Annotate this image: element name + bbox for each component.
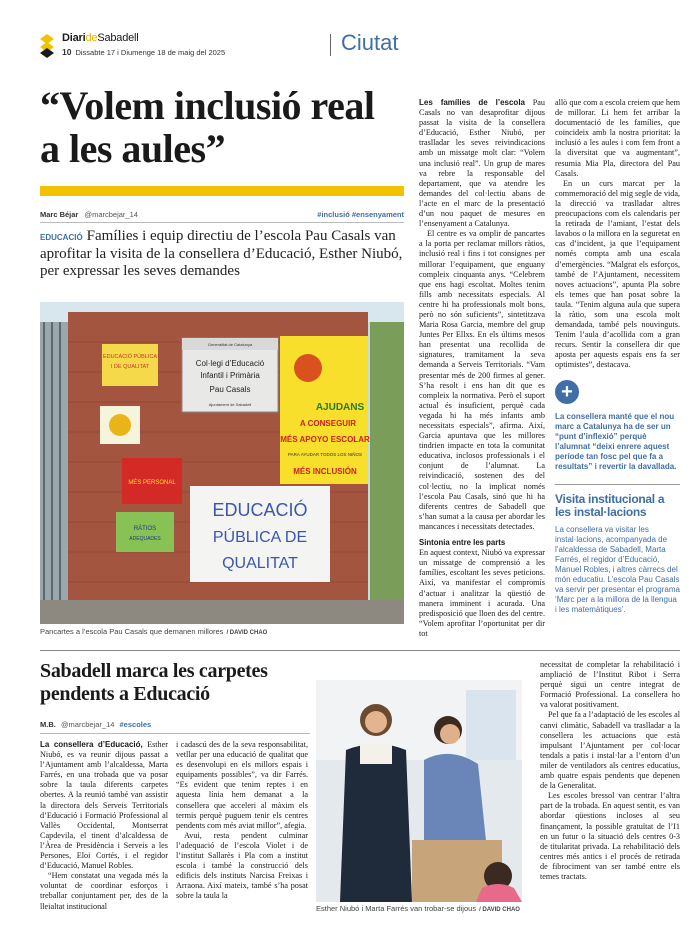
byline-rule [40, 733, 310, 734]
svg-text:Pau Casals: Pau Casals [209, 385, 251, 394]
story1-author: Marc Béjar [40, 210, 79, 219]
story1-column-2 [419, 98, 545, 639]
svg-text:Generalitat de Catalunya: Generalitat de Catalunya [207, 342, 253, 347]
story2-paragraph: La consellera d’Educació, Esther Niubó, es va reunir dijous passat a l’Ajuntament amb l’alcaldessa, Marta Farrés, en una trobada que va posar sobre la taula diferents carpetes obertes. A la reunió també van assistir la directora dels Serveis Territorials d’Educació i Formació Professional al Vallès Occidental, Montserrat Capdevila, el tinent d’alcaldessa de l’Àrea de Presidència i Serveis a les Persones, Eloi Cortés, i el regidor d’Educació, Manuel Robles. [40, 740, 169, 871]
svg-text:QUALITAT: QUALITAT [222, 555, 298, 572]
svg-text:EDUCACIÓ PÚBLICA: EDUCACIÓ PÚBLICA [102, 354, 158, 360]
sign-ratios [116, 512, 174, 552]
story1-subhead: Sintonia entre les parts [419, 538, 506, 548]
story2-column-3 [540, 660, 680, 882]
byline-rule [40, 222, 404, 223]
story2-handle: @marcbejar_14 [60, 720, 115, 729]
story2-paragraph: i cadascú des de la seva responsabilitat, vetllar per una educació de qualitat que es desenvolupi en els millors espais i equipaments possibles”, va dir Farrés. “Es evident que tenim reptes i en aquesta línia hem demanat a la consellera que acceleri al màxim els termis perquè puguem tenir els centres pendents com més aviat millor”, afegia. [176, 740, 308, 830]
story2-paragraph: Les escoles bressol van centrar l’altra part de la trobada. En aquest sentit, es van abordar qüestions incloses al seu finançament, la possible gratuïtat de l’I1 en un futur o la situació dels centres 0-3 de titularitat privada. La rehabilitació dels centres més antics i el procés de retirada de fibrociment van ser també entre els temes tractats. [540, 791, 680, 881]
sidebar-heading: Visita institucional a les instal·lacions [555, 492, 665, 519]
story2-paragraph: necessitat de completar la rehabilitació i ampliació de l’Institut Ribot i Serra perquè sigui un centre integrat de Formació Professional. La consellera ho va valorat positivament. [540, 660, 680, 710]
story1-headline: “Volem inclusió real a les aules” [40, 83, 375, 171]
dateline [62, 47, 225, 57]
section-divider [330, 34, 331, 56]
svg-text:MÉS INCLUSIÓN: MÉS INCLUSIÓN [293, 467, 357, 476]
story2-headline: Sabadell marca les carpetes pendents a Educació [40, 660, 268, 705]
story1-standfirst: EDUCACIÓ Famílies i equip directiu de l’escola Pau Casals van aprofitar la visita de la consellera d’Educació, Esther Niubó, per expressar les seves demandes [40, 228, 403, 279]
sidebar-body: La consellera va visitar les instal·lacions, acompanyada de l’alcaldessa de Sabadell, Marta Farrés, el regidor d’Educació, Manuel Robles, i altres càrrecs del món educatiu. L’escola Pau Casals va servir per presentar el programa ‘Marc per a la millora de la llengua i les matemàtiques’. [555, 525, 680, 614]
pull-quote: La consellera manté que el nou marc a Catalunya ha de ser un “punt d’inflexió” perquè l’alumnat “deixi enrere aquest període tan fosc pel que fa a resultats” i revertir la davallada. [555, 412, 677, 471]
sidebar-rule [555, 484, 680, 485]
story2-column-1 [40, 740, 168, 912]
svg-text:Ajuntament de Sabadell: Ajuntament de Sabadell [208, 402, 252, 407]
story1-kicker: EDUCACIÓ [40, 233, 83, 242]
photo-credit: / DAVID CHAO [479, 907, 520, 913]
sign-ajudans [280, 336, 370, 484]
story2-photo-caption: Esther Niubó i Marta Farrés van trobar-se dijous / DAVID CHAO [316, 904, 520, 913]
svg-text:PÚBLICA DE: PÚBLICA DE [212, 529, 308, 546]
story2-paragraph: Pel que fa a l’adaptació de les escoles al canvi climàtic, Sabadell va traslladar a la consellera les actuacions que està impulsant l’Ajuntament per col·locar tendals a patis i instal·lar a l’entorn d’un miler de ventiladors als centres educatius, amb quatre espais pendents que depenen de la Generalitat. [540, 710, 680, 791]
story1-paragraph: En un curs marcat per la commemoració del mig segle de vida, la direcció va traslladar altres preocupacions com els calendaris per la retirada de l’amiant, l’estat dels lavabos o la millora en la seguretat en cas d’incident, ja que l’equipament només compta amb una escala d’emergències. “Malgrat els esforços, també de l’Ajuntament, necessitem noves actuacions”, apunta Pla sobre els temes que han posat sobre la taula. “Tenim alguna aula que supera la ràtio, som una escola molt demandada, també pels nouvinguts. Tenim l’aula d’acollida com a gran recurs. Sentir la consellera dir que aposta per aquests espais ens fa ser optimistes”, destacava. [555, 178, 680, 370]
story1-paragraph: allò que com a escola creiem que hem de millorar. Li hem fet arribar la documentació de les famílies, que coincideix amb la nostra prioritat: la inclusió a les aules i com fem front a la diversitat que va augmentant”, resumia Mia Pla, directora del Pau Casals. [555, 98, 680, 178]
story1-photo-caption: Pancartes a l’escola Pau Casals que demanen millores / DAVID CHAO [40, 627, 268, 636]
story1-byline [40, 210, 404, 219]
svg-text:RÀTIOS: RÀTIOS [133, 526, 157, 532]
story1-tags: #inclusió #ensenyament [317, 210, 404, 219]
svg-text:AJUDANS: AJUDANS [315, 402, 365, 413]
svg-text:A CONSEGUIR: A CONSEGUIR [299, 419, 357, 428]
story2-author: M.B. [40, 720, 56, 729]
page-number: 10 [62, 47, 72, 57]
headline-accent-bar [40, 186, 404, 196]
story1-paragraph: En aquest context, Niubó va expressar un missatge de comprensió a les famílies, escoltant les seves peticions. Així, va manifestar el compromís d’actuar i analitzar la qüestió de manera imminent i acurada. Una predisposició que lloen des del centre. “Volem aprofitar l’oportunitat per dir tot [419, 548, 545, 638]
story2-photo [316, 680, 522, 902]
svg-text:ADEQUADES: ADEQUADES [129, 536, 161, 542]
svg-text:MÉS PERSONAL: MÉS PERSONAL [128, 480, 176, 486]
story2-paragraph: “Hem constatat una vegada més la voluntat de coordinar esforços i treballar conjuntament per, des de la lleialtat institucional [40, 871, 168, 911]
photo-credit: / DAVID CHAO [226, 630, 268, 636]
story1-paragraph: El centre es va omplir de pancartes a la porta per reclamar millors ràtios, inclusió real i fins i tot consignes per millorar l’equipament, que enguany compleix cinquanta anys. “Celebrem que ens hagi escoltat. Moltes tenim fills amb necessitats especials. Al centre hi ha professionals molt bons, però no són suficients”, sintetitzava Maria Rosa Garcia, membre del grup Juntes Per Ellxs. En els últims mesos han presentat una recollida de signatures, tramitament la seva demanda a Serveis Territorials. “Vam presentar més de 200 firmes al gener. S’ha resolt i ens han dit que es compleix la normativa. Però el suport actual és insuficient, perquè cada vegada hi ha més infants amb necessitats especials”, afirma. Així, Garcia apuntava que les millores tindrien impacte en tota la comunitat educativa, inclosos professionals i el conjunt de l’alumnat. La reivindicació, sostenen des del col·lectiu, no la implicat només l’escola Pau Casals, sinó que hi ha diferents centres de Sabadell que s’han sumat a la causa per abordar les mancances i necessitats detectades. [419, 229, 545, 531]
story1-sidebar [555, 380, 680, 615]
masthead [38, 30, 678, 66]
sign-educacio-publica-qualitat [190, 486, 330, 582]
story2-paragraph: Avui, resta pendent culminar l’adequació de l’escola Violet i de l’institut Sallarès i Pla com a institut escola i també la construcció dels edificis dels instituts Narcisa Freixas i Arraona. Així mateix, també s’ha posat sobre la taula la [176, 830, 308, 901]
sign-educacio-publica-small [102, 344, 158, 386]
plus-icon: + [555, 380, 579, 404]
svg-text:EDUCACIÓ: EDUCACIÓ [212, 500, 308, 520]
svg-text:PARA AYUDAR TODOS LOS NIÑOS: PARA AYUDAR TODOS LOS NIÑOS [288, 452, 362, 457]
section-name: Ciutat [341, 30, 399, 55]
story1-column-3 [555, 98, 680, 371]
issue-date: Dissabte 17 i Diumenge 18 de maig del 2025 [75, 48, 226, 57]
brand-name: DiarideSabadell [62, 32, 139, 44]
svg-text:Infantil i Primària: Infantil i Primària [200, 371, 260, 380]
svg-text:MÉS APOYO ESCOLAR: MÉS APOYO ESCOLAR [280, 435, 370, 444]
newspaper-logo-icon [38, 34, 56, 58]
story1-paragraph: Les famílies de l’escola Pau Casals no van desaprofitar dijous passat la visita de la consellera d’Educació, Esther Niubó, per traslladar les seves reivindicacions amb un missatge molt clar: “Volem una inclusió real”. Un grup de mares va rebre la responsable del departament, que va atendre les demandes del col·lectiu abans de l’acte en el marc de la presentació d’un nou paquet de mesures en l’ensenyament a Catalunya. [419, 98, 545, 229]
story-separator [40, 650, 680, 651]
svg-text:I DE QUALITAT: I DE QUALITAT [110, 364, 150, 370]
story1-photo [40, 302, 404, 624]
story2-tag: #escoles [119, 720, 152, 729]
story2-byline [40, 720, 310, 729]
school-plaque [182, 338, 278, 412]
story2-column-2 [176, 740, 308, 902]
story1-handle: @marcbejar_14 [84, 210, 138, 219]
svg-text:Col·legi d’Educació: Col·legi d’Educació [195, 359, 265, 368]
